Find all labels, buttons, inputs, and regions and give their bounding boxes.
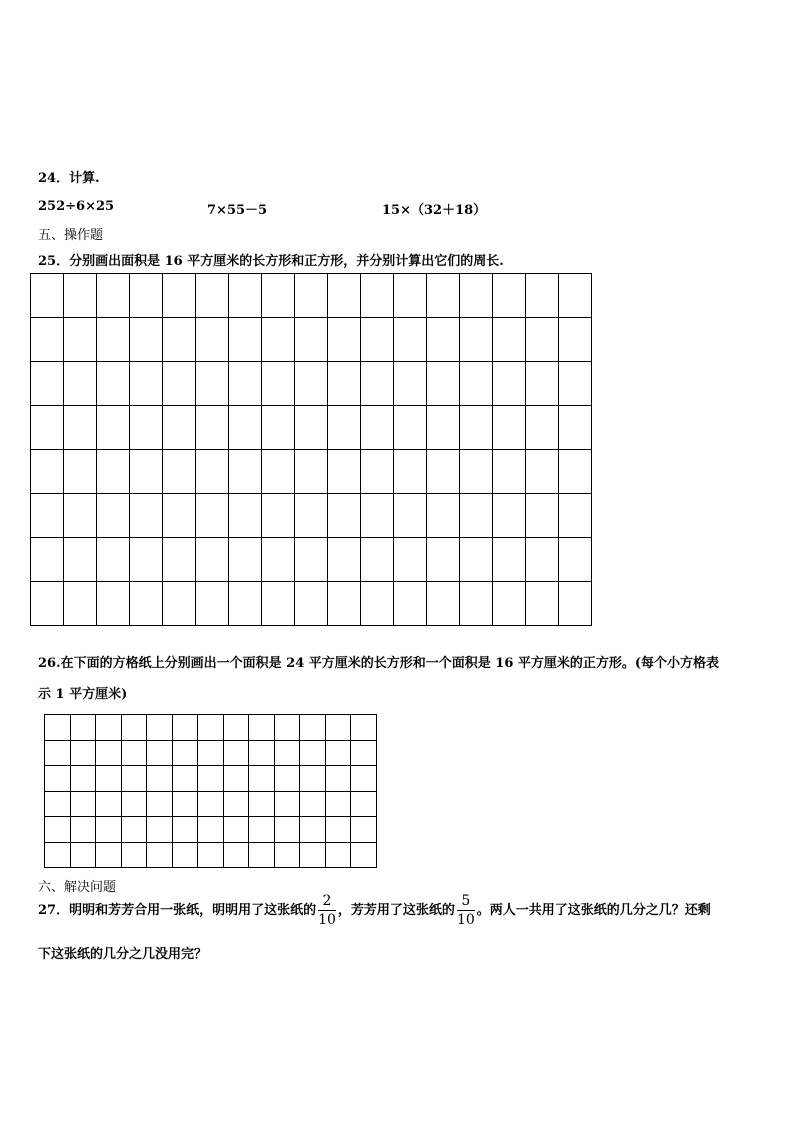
fraction-two-tenths — [318, 894, 336, 927]
grid-cell — [45, 842, 71, 868]
grid-cell — [295, 362, 328, 406]
grid-cell — [328, 582, 361, 626]
grid-cell — [130, 362, 163, 406]
grid-cell — [64, 538, 97, 582]
grid-cell — [325, 766, 351, 792]
grid-cell — [262, 318, 295, 362]
grid-cell — [198, 791, 224, 817]
grid-cell — [198, 715, 224, 741]
grid-cell — [249, 715, 275, 741]
grid-cell — [45, 817, 71, 843]
grid-cell — [172, 817, 198, 843]
grid-cell — [493, 318, 526, 362]
fraction-2-denominator: 10 — [456, 912, 475, 928]
grid-cell — [147, 740, 173, 766]
grid-cell — [147, 817, 173, 843]
grid-cell — [172, 740, 198, 766]
grid-cell — [198, 740, 224, 766]
grid-cell — [295, 494, 328, 538]
grid-cell — [526, 274, 559, 318]
grid-cell — [163, 538, 196, 582]
grid-row — [31, 494, 592, 538]
q26-square-grid — [44, 714, 377, 868]
grid-cell — [196, 362, 229, 406]
q27-part-3: 。两人一共用了这张纸的几分之几？还剩 — [476, 903, 711, 918]
grid-cell — [394, 362, 427, 406]
q27-text-line-2: 下这张纸的几分之几没用完？ — [38, 947, 208, 962]
grid-cell — [394, 538, 427, 582]
grid-cell — [163, 274, 196, 318]
grid-cell — [121, 715, 147, 741]
grid-cell — [274, 766, 300, 792]
grid-cell — [559, 538, 592, 582]
grid-cell — [274, 842, 300, 868]
grid-cell — [64, 318, 97, 362]
grid-cell — [427, 538, 460, 582]
grid-cell — [427, 274, 460, 318]
grid-cell — [526, 538, 559, 582]
grid-cell — [64, 406, 97, 450]
grid-cell — [31, 318, 64, 362]
grid-cell — [460, 362, 493, 406]
grid-cell — [460, 318, 493, 362]
grid-cell — [361, 582, 394, 626]
grid-cell — [147, 791, 173, 817]
grid-cell — [460, 538, 493, 582]
grid-cell — [559, 406, 592, 450]
grid-row — [45, 791, 377, 817]
grid-cell — [274, 817, 300, 843]
q24-expression-3: 15×（32＋18） — [382, 203, 487, 218]
grid-row — [45, 766, 377, 792]
grid-cell — [97, 538, 130, 582]
grid-cell — [163, 582, 196, 626]
grid-cell — [64, 494, 97, 538]
grid-cell — [262, 362, 295, 406]
grid-cell — [361, 494, 394, 538]
grid-cell — [300, 766, 326, 792]
grid-cell — [325, 817, 351, 843]
grid-cell — [394, 406, 427, 450]
grid-cell — [526, 494, 559, 538]
grid-cell — [96, 817, 122, 843]
grid-cell — [198, 842, 224, 868]
grid-cell — [262, 406, 295, 450]
grid-cell — [328, 362, 361, 406]
grid-cell — [64, 362, 97, 406]
grid-cell — [172, 715, 198, 741]
fraction-1-denominator: 10 — [318, 912, 336, 928]
grid-cell — [130, 582, 163, 626]
grid-cell — [130, 538, 163, 582]
grid-cell — [163, 362, 196, 406]
grid-cell — [45, 740, 71, 766]
grid-cell — [300, 842, 326, 868]
grid-cell — [493, 582, 526, 626]
grid-cell — [147, 842, 173, 868]
grid-cell — [196, 582, 229, 626]
grid-cell — [229, 318, 262, 362]
grid-cell — [328, 406, 361, 450]
grid-cell — [31, 274, 64, 318]
grid-cell — [325, 791, 351, 817]
grid-cell — [96, 715, 122, 741]
grid-cell — [31, 362, 64, 406]
grid-cell — [70, 766, 96, 792]
grid-cell — [460, 494, 493, 538]
grid-cell — [351, 740, 377, 766]
grid-cell — [196, 538, 229, 582]
fraction-five-tenths — [457, 894, 475, 927]
grid-cell — [249, 842, 275, 868]
grid-cell — [45, 791, 71, 817]
grid-row — [31, 450, 592, 494]
grid-cell — [97, 318, 130, 362]
grid-cell — [361, 318, 394, 362]
grid-row — [31, 582, 592, 626]
grid-cell — [493, 406, 526, 450]
grid-cell — [196, 450, 229, 494]
grid-cell — [70, 740, 96, 766]
grid-cell — [361, 450, 394, 494]
grid-cell — [223, 842, 249, 868]
grid-cell — [427, 406, 460, 450]
grid-cell — [130, 494, 163, 538]
grid-cell — [229, 362, 262, 406]
grid-cell — [163, 450, 196, 494]
grid-row — [31, 274, 592, 318]
grid-cell — [559, 362, 592, 406]
grid-cell — [130, 450, 163, 494]
grid-cell — [262, 450, 295, 494]
grid-row — [45, 715, 377, 741]
grid-cell — [295, 318, 328, 362]
grid-cell — [262, 538, 295, 582]
grid-row — [31, 362, 592, 406]
section-6-title: 六、解决问题 — [38, 880, 117, 895]
grid-cell — [559, 450, 592, 494]
grid-cell — [460, 450, 493, 494]
grid-cell — [96, 740, 122, 766]
grid-cell — [249, 740, 275, 766]
grid-cell — [130, 274, 163, 318]
grid-cell — [121, 817, 147, 843]
grid-cell — [394, 494, 427, 538]
grid-cell — [493, 450, 526, 494]
grid-cell — [249, 817, 275, 843]
grid-cell — [229, 406, 262, 450]
grid-cell — [70, 715, 96, 741]
grid-cell — [262, 274, 295, 318]
grid-cell — [559, 494, 592, 538]
grid-cell — [249, 766, 275, 792]
grid-cell — [147, 766, 173, 792]
grid-cell — [121, 791, 147, 817]
grid-cell — [97, 494, 130, 538]
grid-cell — [460, 274, 493, 318]
grid-cell — [45, 766, 71, 792]
grid-cell — [223, 791, 249, 817]
fraction-1-numerator: 2 — [318, 894, 336, 911]
grid-cell — [460, 406, 493, 450]
grid-cell — [97, 362, 130, 406]
grid-cell — [361, 274, 394, 318]
q26-text-line-1: 26.在下面的方格纸上分别画出一个面积是 24 平方厘米的长方形和一个面积是 16 平方厘米的正方形。(每个小方格表 — [38, 656, 720, 671]
grid-cell — [559, 274, 592, 318]
grid-cell — [328, 494, 361, 538]
grid-cell — [300, 740, 326, 766]
q27-part-1: 27．明明和芳芳合用一张纸，明明用了这张纸的 — [38, 903, 317, 918]
grid-cell — [295, 274, 328, 318]
grid-cell — [229, 494, 262, 538]
grid-cell — [163, 318, 196, 362]
grid-cell — [121, 740, 147, 766]
grid-cell — [147, 715, 173, 741]
grid-cell — [274, 715, 300, 741]
grid-cell — [328, 538, 361, 582]
grid-cell — [229, 538, 262, 582]
q24-expression-1: 252÷6×25 — [38, 199, 115, 214]
grid-cell — [394, 582, 427, 626]
grid-cell — [394, 318, 427, 362]
grid-cell — [196, 406, 229, 450]
grid-cell — [493, 538, 526, 582]
grid-cell — [427, 318, 460, 362]
grid-cell — [460, 582, 493, 626]
grid-cell — [361, 362, 394, 406]
grid-row — [45, 740, 377, 766]
grid-cell — [427, 450, 460, 494]
grid-cell — [328, 318, 361, 362]
grid-cell — [97, 406, 130, 450]
grid-cell — [300, 817, 326, 843]
grid-cell — [262, 494, 295, 538]
grid-cell — [97, 582, 130, 626]
grid-cell — [96, 766, 122, 792]
grid-cell — [31, 494, 64, 538]
grid-cell — [559, 318, 592, 362]
grid-cell — [427, 494, 460, 538]
grid-cell — [64, 582, 97, 626]
grid-cell — [274, 791, 300, 817]
grid-cell — [70, 842, 96, 868]
grid-cell — [172, 791, 198, 817]
grid-cell — [196, 318, 229, 362]
grid-cell — [223, 740, 249, 766]
grid-cell — [31, 450, 64, 494]
grid-cell — [70, 817, 96, 843]
q27-part-2: ，芳芳用了这张纸的 — [337, 903, 455, 918]
fraction-2-numerator: 5 — [457, 894, 475, 911]
q25-square-grid — [30, 273, 592, 626]
grid-cell — [526, 450, 559, 494]
grid-cell — [351, 791, 377, 817]
grid-cell — [427, 582, 460, 626]
grid-cell — [325, 715, 351, 741]
grid-cell — [351, 766, 377, 792]
grid-cell — [351, 817, 377, 843]
grid-cell — [223, 766, 249, 792]
grid-cell — [223, 817, 249, 843]
grid-cell — [361, 406, 394, 450]
grid-cell — [130, 406, 163, 450]
grid-cell — [97, 450, 130, 494]
grid-row — [31, 406, 592, 450]
q24-expression-2: 7×55－5 — [207, 203, 268, 218]
grid-cell — [229, 274, 262, 318]
grid-cell — [526, 406, 559, 450]
grid-cell — [427, 362, 460, 406]
grid-row — [31, 318, 592, 362]
grid-cell — [300, 715, 326, 741]
grid-cell — [559, 582, 592, 626]
grid-cell — [328, 450, 361, 494]
grid-row — [45, 817, 377, 843]
grid-cell — [249, 791, 275, 817]
grid-cell — [295, 406, 328, 450]
grid-cell — [229, 582, 262, 626]
grid-cell — [45, 715, 71, 741]
grid-cell — [300, 791, 326, 817]
grid-cell — [121, 842, 147, 868]
grid-cell — [295, 450, 328, 494]
grid-cell — [198, 766, 224, 792]
grid-cell — [295, 538, 328, 582]
grid-cell — [198, 817, 224, 843]
grid-row — [31, 538, 592, 582]
grid-cell — [526, 582, 559, 626]
grid-cell — [121, 766, 147, 792]
grid-cell — [96, 842, 122, 868]
grid-cell — [493, 274, 526, 318]
grid-cell — [361, 538, 394, 582]
grid-cell — [325, 842, 351, 868]
grid-cell — [394, 274, 427, 318]
grid-cell — [351, 842, 377, 868]
grid-cell — [274, 740, 300, 766]
grid-cell — [172, 766, 198, 792]
section-5-title: 五、操作题 — [38, 228, 104, 243]
grid-cell — [172, 842, 198, 868]
grid-cell — [130, 318, 163, 362]
grid-cell — [526, 318, 559, 362]
grid-row — [45, 842, 377, 868]
grid-cell — [31, 582, 64, 626]
grid-cell — [31, 538, 64, 582]
grid-cell — [295, 582, 328, 626]
grid-cell — [64, 450, 97, 494]
grid-cell — [325, 740, 351, 766]
q26-text-line-2: 示 1 平方厘米) — [38, 687, 128, 702]
q27-text-line-1 — [38, 894, 711, 927]
grid-cell — [64, 274, 97, 318]
grid-cell — [262, 582, 295, 626]
grid-cell — [31, 406, 64, 450]
grid-cell — [351, 715, 377, 741]
grid-cell — [223, 715, 249, 741]
grid-cell — [328, 274, 361, 318]
grid-cell — [394, 450, 427, 494]
grid-cell — [229, 450, 262, 494]
grid-cell — [493, 494, 526, 538]
grid-cell — [97, 274, 130, 318]
q24-title: 24．计算. — [38, 171, 100, 186]
grid-cell — [70, 791, 96, 817]
grid-cell — [196, 494, 229, 538]
grid-cell — [493, 362, 526, 406]
grid-cell — [163, 406, 196, 450]
grid-cell — [526, 362, 559, 406]
grid-cell — [196, 274, 229, 318]
grid-cell — [163, 494, 196, 538]
grid-cell — [96, 791, 122, 817]
q25-text: 25．分别画出面积是 16 平方厘米的长方形和正方形，并分别计算出它们的周长. — [38, 254, 504, 269]
